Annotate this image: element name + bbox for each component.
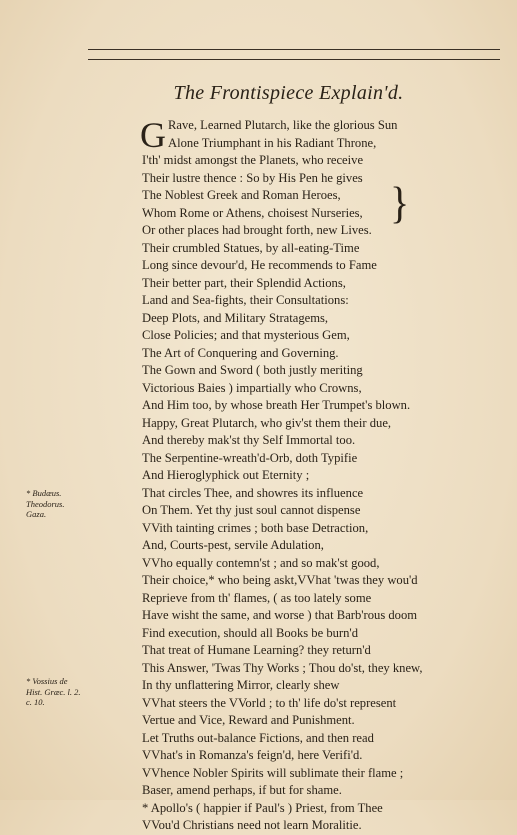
poem-line: Find execution, should all Books be burn'd [142,625,358,640]
poem-line: VVhat's in Romanza's feign'd, here Verifi'd. [142,748,363,762]
poem-line: This Answer, 'Twas Thy Works ; Thou do'st, they knew, [142,660,423,675]
poem-line: * Apollo's ( happier if Paul's ) Priest, from Thee [142,800,383,815]
margin-note-line: * Budæus. [26,488,62,498]
poem-line: Rave, Learned Plutarch, like the glorious Sun [168,118,398,132]
poem-line: VVith tainting crimes ; both base Detraction, [142,520,369,535]
poem-line: Land and Sea-fights, their Consultations: [142,293,349,307]
poem-line: Reprieve from th' flames, ( as too lately some [142,590,372,605]
poem-line: Their lustre thence : So by His Pen he gives [142,170,363,185]
margin-note-line: Theodorus. [26,498,65,509]
second-rule [88,59,500,60]
poem-line: I'th' midst amongst the Planets, who receive [142,153,364,167]
poem-line: Close Policies; and that mysterious Gem, [142,328,350,342]
poem-line: Happy, Great Plutarch, who giv'st them their due, [142,415,392,430]
poem-line: On Them. Yet thy just soul cannot dispense [142,503,361,517]
poem-line: Long since devour'd, He recommends to Fame [142,258,377,272]
poem-line: And Him too, by whose breath Her Trumpet's blown. [142,398,411,412]
poem-line: That circles Thee, and showres its influence [142,485,364,500]
drop-cap: G [140,115,166,155]
poem-line: And thereby mak'st thy Self Immortal too. [142,433,356,447]
poem-line: Victorious Baies ) impartially who Crowns, [142,380,362,395]
margin-note-line: * Vossius de [26,676,68,686]
poem-line: Have wisht the same, and worse ) that Barb'rous doom [142,608,418,622]
poem-line: Alone Triumphant in his Radiant Throne, [168,135,377,150]
poem-line: The Art of Conquering and Governing. [142,345,339,360]
poem-body [142,117,482,835]
poem-line: VVhence Nobler Spirits will sublimate their flame ; [142,765,404,780]
margin-note-line: Hist. Græc. l. 2. [26,686,81,697]
poem-line: And Hieroglyphick out Eternity ; [142,468,310,482]
poem-line: Let Truths out-balance Fictions, and then read [142,730,374,745]
poem-line: Their crumbled Statues, by all-eating-Time [142,240,360,255]
poem-line: The Serpentine-wreath'd-Orb, doth Typifie [142,450,358,465]
margin-note-vossius [26,676,106,708]
page-title: The Frontispiece Explain'd. [173,82,404,104]
poem-line: Deep Plots, and Military Stratagems, [142,310,329,325]
poem-line: VVho equally contemn'st ; and so mak'st good, [142,555,380,570]
poem-line: Vertue and Vice, Reward and Punishment. [142,713,355,727]
top-rule [88,49,500,50]
poem-line: VVhat steers the VVorld ; to th' life do'st represent [142,695,397,710]
poem-line: That treat of Humane Learning? they return'd [142,643,371,657]
margin-note-budaeus [26,488,86,520]
poem-line: Whom Rome or Athens, choisest Nurseries, [142,205,363,220]
poem-line: Their better part, their Splendid Actions, [142,275,346,290]
poem-line: Their choice,* who being askt,VVhat 'twas they wou'd [142,573,418,587]
poem-line: Baser, amend perhaps, if but for shame. [142,783,342,797]
poem-line: The Noblest Greek and Roman Heroes, [142,188,341,202]
poem-line: In thy unflattering Mirror, clearly shew [142,678,340,692]
poem-line: Or other places had brought forth, new Lives. [142,223,372,237]
poem-line: The Gown and Sword ( both justly meriting [142,363,363,377]
brace-glyph: } [390,177,410,228]
margin-note-line: Gaza. [26,509,47,519]
poem-line: VVou'd Christians need not learn Moralitie. [142,818,362,832]
poem-line: And, Courts-pest, servile Adulation, [142,538,324,552]
margin-note-line: c. 10. [26,697,45,707]
